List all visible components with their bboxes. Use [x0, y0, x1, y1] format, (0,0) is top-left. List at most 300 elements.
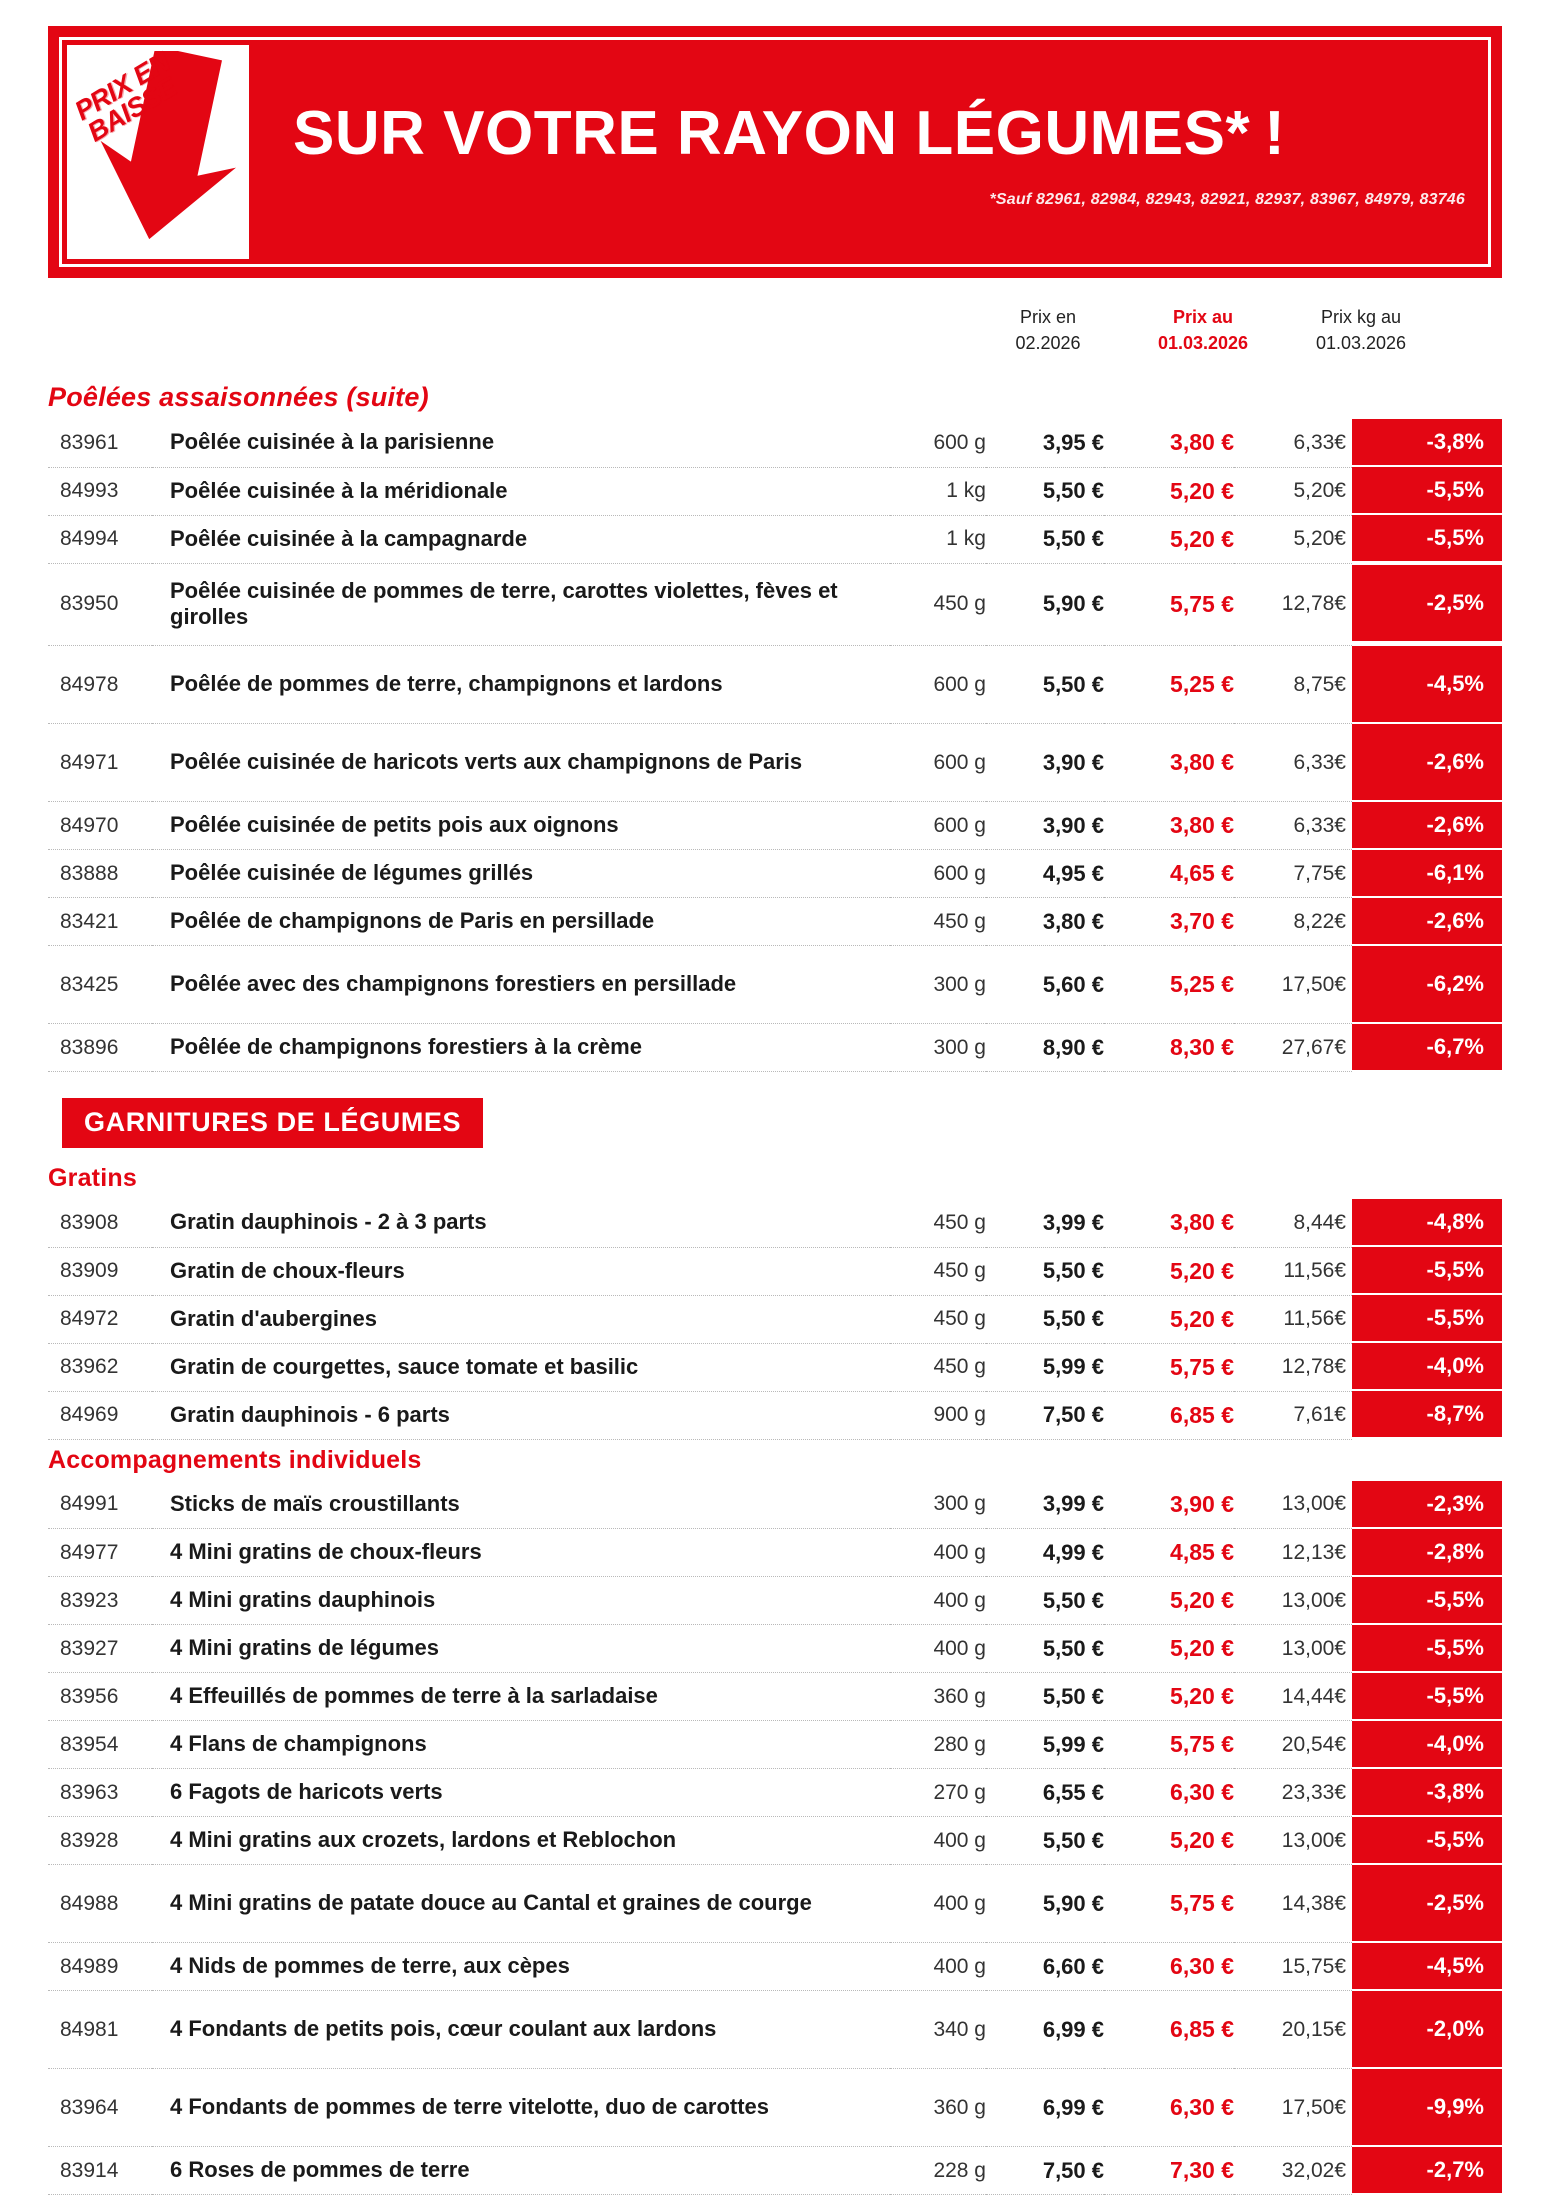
- discount-badge: -4,5%: [1352, 646, 1502, 724]
- table-row[interactable]: [48, 1199, 1502, 1247]
- product-weight-text: 900 g: [933, 1403, 986, 1427]
- new-price: [1104, 1943, 1234, 1991]
- old-price-text: 5,50 €: [1042, 1683, 1104, 1709]
- product-name-text: Poêlée cuisinée à la parisienne: [170, 429, 495, 455]
- price-per-kg: [1234, 1817, 1352, 1865]
- price-per-kg: [1234, 1391, 1352, 1439]
- old-price: [986, 1625, 1104, 1673]
- table-row[interactable]: [48, 646, 1502, 724]
- product-code: [48, 1199, 152, 1247]
- new-price: [1104, 1721, 1234, 1769]
- table-row[interactable]: [48, 419, 1502, 467]
- price-per-kg: [1234, 802, 1352, 850]
- old-price-text: 5,50 €: [1042, 1258, 1104, 1284]
- new-price-text: 5,20 €: [1170, 1257, 1234, 1284]
- product-name-text: Poêlée cuisinée à la campagnarde: [170, 525, 528, 551]
- price-per-kg-text: 27,67€: [1281, 1035, 1346, 1059]
- section-band-garnitures-de-legumes: GARNITURES DE LÉGUMES: [62, 1098, 483, 1148]
- product-name-text: Poêlée avec des champignons forestiers en persillade: [170, 971, 737, 997]
- col-new-l1: Prix au: [1172, 307, 1234, 327]
- product-name-text: 4 Effeuillés de pommes de terre à la sarladaise: [170, 1683, 658, 1709]
- product-weight: [890, 1673, 986, 1721]
- discount-cell: [1352, 515, 1502, 563]
- product-code: [48, 724, 152, 802]
- discount-cell: [1352, 1295, 1502, 1343]
- table-row[interactable]: [48, 1817, 1502, 1865]
- old-price-text: 4,95 €: [1042, 860, 1104, 886]
- table-row[interactable]: [48, 1481, 1502, 1529]
- discount-cell: [1352, 1343, 1502, 1391]
- product-name-text: 4 Mini gratins aux crozets, lardons et Reblochon: [170, 1827, 677, 1853]
- product-code-text: 84972: [60, 1307, 119, 1331]
- discount-badge: -2,7%: [1352, 2147, 1502, 2195]
- old-price: [986, 724, 1104, 802]
- product-name-text: Gratin dauphinois - 2 à 3 parts: [170, 1209, 487, 1235]
- product-code: [48, 2069, 152, 2147]
- product-code: [48, 1865, 152, 1943]
- product-name-text: Poêlée de champignons forestiers à la crème: [170, 1034, 642, 1060]
- price-per-kg-text: 17,50€: [1281, 2095, 1346, 2119]
- col-kg-l1: Prix kg au: [1320, 307, 1402, 327]
- discount-cell: [1352, 467, 1502, 515]
- product-name-text: Poêlée de champignons de Paris en persillade: [170, 908, 655, 934]
- product-code-text: 83950: [60, 592, 119, 616]
- product-name-text: 6 Roses de pommes de terre: [170, 2157, 470, 2183]
- price-per-kg: [1234, 1247, 1352, 1295]
- old-price-text: 4,99 €: [1042, 1539, 1104, 1565]
- product-weight-text: 450 g: [933, 909, 986, 933]
- section-title-poelees-assaisonnees-suite: Poêlées assaisonnées (suite): [48, 382, 429, 412]
- price-per-kg: [1234, 946, 1352, 1024]
- discount-cell: [1352, 1199, 1502, 1247]
- prix-en-baisse-logo: [67, 45, 249, 259]
- old-price: [986, 1199, 1104, 1247]
- new-price-text: 6,30 €: [1170, 1953, 1234, 1980]
- price-per-kg-text: 23,33€: [1281, 1780, 1346, 1804]
- price-per-kg: [1234, 1199, 1352, 1247]
- new-price-text: 5,75 €: [1170, 590, 1234, 617]
- column-headers: [48, 300, 1502, 376]
- price-per-kg-text: 7,61€: [1293, 1403, 1346, 1427]
- product-code-text: 83888: [60, 861, 119, 885]
- product-name: [152, 1625, 890, 1673]
- table-row[interactable]: [48, 1991, 1502, 2069]
- price-per-kg: [1234, 515, 1352, 563]
- old-price: [986, 1529, 1104, 1577]
- product-weight-text: 300 g: [933, 972, 986, 996]
- product-name-text: Gratin d'aubergines: [170, 1305, 377, 1331]
- new-price: [1104, 1625, 1234, 1673]
- product-code: [48, 563, 152, 646]
- new-price: [1104, 1577, 1234, 1625]
- table-row[interactable]: [48, 724, 1502, 802]
- old-price-text: 5,50 €: [1042, 1635, 1104, 1661]
- product-code: [48, 1817, 152, 1865]
- old-price-text: 5,50 €: [1042, 478, 1104, 503]
- new-price: [1104, 724, 1234, 802]
- product-code-text: 84991: [60, 1492, 119, 1516]
- product-name: [152, 802, 890, 850]
- discount-badge: -2,6%: [1352, 802, 1502, 850]
- new-price: [1104, 1529, 1234, 1577]
- old-price: [986, 1673, 1104, 1721]
- product-weight: [890, 1943, 986, 1991]
- product-code: [48, 850, 152, 898]
- product-weight: [890, 1577, 986, 1625]
- discount-badge: -2,0%: [1352, 1991, 1502, 2069]
- product-code: [48, 1024, 152, 1072]
- price-per-kg-text: 8,44€: [1293, 1210, 1346, 1234]
- new-price: [1104, 515, 1234, 563]
- price-per-kg: [1234, 1721, 1352, 1769]
- table-row[interactable]: [48, 515, 1502, 563]
- table-row[interactable]: [48, 2069, 1502, 2147]
- product-weight: [890, 802, 986, 850]
- product-code-text: 83896: [60, 1035, 119, 1059]
- table-row[interactable]: [48, 2147, 1502, 2195]
- price-table-poelees-assaisonnees-suite: [48, 419, 1502, 1072]
- table-row[interactable]: [48, 1391, 1502, 1439]
- new-price-text: 6,85 €: [1170, 1401, 1234, 1428]
- product-name: [152, 646, 890, 724]
- product-code-text: 83914: [60, 2158, 119, 2182]
- old-price-text: 5,90 €: [1042, 1890, 1104, 1916]
- table-row[interactable]: [48, 1577, 1502, 1625]
- product-name: [152, 1817, 890, 1865]
- table-row[interactable]: [48, 563, 1502, 646]
- old-price: [986, 646, 1104, 724]
- old-price-text: 5,60 €: [1042, 971, 1104, 997]
- product-code: [48, 419, 152, 467]
- column-header-old-price: [978, 304, 1118, 356]
- product-weight: [890, 1769, 986, 1817]
- product-code: [48, 2147, 152, 2195]
- header-footnote: *Sauf 82961, 82984, 82943, 82921, 82937, 83967, 84979, 83746: [989, 191, 1465, 208]
- new-price: [1104, 1343, 1234, 1391]
- price-per-kg-text: 32,02€: [1281, 2158, 1346, 2182]
- discount-badge: -6,1%: [1352, 850, 1502, 898]
- product-code: [48, 1481, 152, 1529]
- product-name: [152, 2147, 890, 2195]
- col-kg-l2: 01.03.2026: [1315, 333, 1407, 354]
- product-weight: [890, 1721, 986, 1769]
- discount-badge: -2,5%: [1352, 1865, 1502, 1943]
- price-per-kg-text: 8,22€: [1293, 909, 1346, 933]
- product-name-text: Poêlée cuisinée à la méridionale: [170, 477, 508, 503]
- product-name: [152, 1199, 890, 1247]
- price-per-kg-text: 13,00€: [1281, 1492, 1346, 1516]
- product-weight-text: 400 g: [933, 1588, 986, 1612]
- product-code: [48, 898, 152, 946]
- new-price-text: 5,20 €: [1170, 1827, 1234, 1854]
- price-per-kg-text: 12,78€: [1281, 592, 1346, 616]
- new-price-text: 5,25 €: [1170, 671, 1234, 698]
- price-per-kg: [1234, 1673, 1352, 1721]
- new-price: [1104, 1865, 1234, 1943]
- product-weight-text: 400 g: [933, 1891, 986, 1915]
- discount-cell: [1352, 1481, 1502, 1529]
- table-row[interactable]: [48, 850, 1502, 898]
- product-weight-text: 450 g: [933, 1307, 986, 1331]
- old-price-text: 3,90 €: [1042, 749, 1104, 775]
- new-price-text: 3,80 €: [1170, 812, 1234, 839]
- price-per-kg-text: 6,33€: [1293, 750, 1346, 774]
- price-per-kg-text: 11,56€: [1283, 1307, 1346, 1331]
- product-code: [48, 1529, 152, 1577]
- price-per-kg: [1234, 646, 1352, 724]
- price-per-kg-text: 14,44€: [1281, 1684, 1346, 1708]
- discount-badge: -5,5%: [1352, 1295, 1502, 1343]
- product-weight: [890, 2069, 986, 2147]
- product-weight: [890, 898, 986, 946]
- product-weight: [890, 724, 986, 802]
- table-row[interactable]: [48, 1625, 1502, 1673]
- product-weight-text: 360 g: [933, 2095, 986, 2119]
- discount-cell: [1352, 1529, 1502, 1577]
- new-price-text: 3,80 €: [1170, 749, 1234, 776]
- col-old-l1: Prix en: [1019, 307, 1077, 327]
- new-price-text: 5,25 €: [1170, 971, 1234, 998]
- old-price-text: 5,90 €: [1042, 591, 1104, 617]
- product-weight: [890, 1343, 986, 1391]
- discount-cell: [1352, 419, 1502, 467]
- discount-badge: -8,7%: [1352, 1391, 1502, 1439]
- discount-cell: [1352, 724, 1502, 802]
- product-name: [152, 1943, 890, 1991]
- product-weight-text: 450 g: [933, 1210, 986, 1234]
- product-weight: [890, 1295, 986, 1343]
- product-weight-text: 450 g: [933, 592, 986, 616]
- discount-cell: [1352, 1625, 1502, 1673]
- product-name: [152, 1295, 890, 1343]
- col-old-l2: 02.2026: [1015, 333, 1081, 354]
- price-per-kg: [1234, 1295, 1352, 1343]
- product-code: [48, 1625, 152, 1673]
- price-per-kg: [1234, 1024, 1352, 1072]
- table-row[interactable]: [48, 1943, 1502, 1991]
- product-code-text: 83954: [60, 1732, 119, 1756]
- discount-badge: -6,2%: [1352, 946, 1502, 1024]
- new-price: [1104, 1817, 1234, 1865]
- table-row[interactable]: [48, 946, 1502, 1024]
- product-name: [152, 2069, 890, 2147]
- new-price-text: 3,70 €: [1170, 908, 1234, 935]
- price-per-kg: [1234, 563, 1352, 646]
- product-weight: [890, 1199, 986, 1247]
- product-code-text: 83928: [60, 1828, 119, 1852]
- new-price: [1104, 467, 1234, 515]
- product-code-text: 84988: [60, 1891, 119, 1915]
- product-weight: [890, 646, 986, 724]
- new-price: [1104, 563, 1234, 646]
- table-row[interactable]: [48, 1721, 1502, 1769]
- product-name: [152, 467, 890, 515]
- product-weight: [890, 1991, 986, 2069]
- banner-title-wrap: [249, 31, 1497, 273]
- old-price: [986, 1577, 1104, 1625]
- table-row[interactable]: [48, 1529, 1502, 1577]
- price-per-kg-text: 13,00€: [1281, 1588, 1346, 1612]
- old-price-text: 6,60 €: [1042, 1953, 1104, 1979]
- old-price-text: 6,99 €: [1042, 2094, 1104, 2120]
- product-code-text: 84989: [60, 1954, 119, 1978]
- table-row[interactable]: [48, 1295, 1502, 1343]
- table-row[interactable]: [48, 1673, 1502, 1721]
- discount-cell: [1352, 1721, 1502, 1769]
- product-code: [48, 467, 152, 515]
- price-per-kg-text: 6,33€: [1293, 430, 1346, 454]
- price-per-kg: [1234, 1343, 1352, 1391]
- product-name-text: 4 Flans de champignons: [170, 1731, 427, 1757]
- new-price-text: 4,65 €: [1170, 860, 1234, 887]
- product-weight-text: 600 g: [933, 430, 986, 454]
- product-code-text: 84981: [60, 2017, 119, 2041]
- product-code: [48, 515, 152, 563]
- old-price: [986, 946, 1104, 1024]
- product-code-text: 83963: [60, 1780, 119, 1804]
- product-weight-text: 450 g: [933, 1355, 986, 1379]
- column-header-kg-price: [1276, 304, 1446, 356]
- new-price: [1104, 946, 1234, 1024]
- product-code: [48, 1991, 152, 2069]
- column-header-new-price: [1123, 304, 1283, 356]
- product-weight-text: 400 g: [933, 1636, 986, 1660]
- new-price-text: 5,20 €: [1170, 1635, 1234, 1662]
- discount-badge: -4,5%: [1352, 1943, 1502, 1991]
- product-name: [152, 850, 890, 898]
- product-code-text: 83421: [60, 909, 119, 933]
- product-weight: [890, 515, 986, 563]
- product-weight-text: 360 g: [933, 1684, 986, 1708]
- discount-badge: -5,5%: [1352, 515, 1502, 563]
- price-per-kg: [1234, 2069, 1352, 2147]
- new-price: [1104, 2069, 1234, 2147]
- table-row[interactable]: [48, 898, 1502, 946]
- product-code-text: 84994: [60, 527, 119, 550]
- product-code-text: 83908: [60, 1210, 119, 1234]
- discount-cell: [1352, 1865, 1502, 1943]
- discount-cell: [1352, 1769, 1502, 1817]
- product-name-text: Poêlée cuisinée de petits pois aux oignons: [170, 812, 619, 838]
- price-per-kg: [1234, 1865, 1352, 1943]
- old-price: [986, 1247, 1104, 1295]
- discount-badge: -2,3%: [1352, 1481, 1502, 1529]
- product-name-text: Poêlée cuisinée de légumes grillés: [170, 860, 534, 886]
- old-price-text: 6,99 €: [1042, 2016, 1104, 2042]
- discount-badge: -5,5%: [1352, 1577, 1502, 1625]
- discount-cell: [1352, 850, 1502, 898]
- price-per-kg-text: 5,20€: [1293, 479, 1346, 502]
- product-code-text: 84969: [60, 1403, 119, 1427]
- product-weight-text: 300 g: [933, 1492, 986, 1516]
- product-code: [48, 1721, 152, 1769]
- price-per-kg-text: 5,20€: [1293, 527, 1346, 550]
- new-price-text: 5,75 €: [1170, 1890, 1234, 1917]
- discount-badge: -5,5%: [1352, 467, 1502, 515]
- new-price-text: 5,20 €: [1170, 477, 1234, 504]
- discount-badge: -6,7%: [1352, 1024, 1502, 1072]
- product-code-text: 83956: [60, 1684, 119, 1708]
- product-code: [48, 1577, 152, 1625]
- product-weight-text: 270 g: [933, 1780, 986, 1804]
- table-row[interactable]: [48, 467, 1502, 515]
- discount-badge: -5,5%: [1352, 1247, 1502, 1295]
- product-code: [48, 1391, 152, 1439]
- price-per-kg-text: 17,50€: [1281, 972, 1346, 996]
- product-name: [152, 1024, 890, 1072]
- product-weight-text: 400 g: [933, 1540, 986, 1564]
- product-name: [152, 1673, 890, 1721]
- old-price: [986, 1024, 1104, 1072]
- new-price: [1104, 1024, 1234, 1072]
- old-price: [986, 1817, 1104, 1865]
- product-name: [152, 1343, 890, 1391]
- price-per-kg-text: 12,13€: [1281, 1540, 1346, 1564]
- new-price: [1104, 850, 1234, 898]
- product-weight: [890, 1481, 986, 1529]
- price-per-kg: [1234, 1943, 1352, 1991]
- table-row[interactable]: [48, 1343, 1502, 1391]
- product-code: [48, 946, 152, 1024]
- product-name-text: Poêlée de pommes de terre, champignons et lardons: [170, 671, 723, 697]
- discount-cell: [1352, 2069, 1502, 2147]
- discount-badge: -4,8%: [1352, 1199, 1502, 1247]
- new-price: [1104, 898, 1234, 946]
- product-weight-text: 400 g: [933, 1954, 986, 1978]
- old-price: [986, 419, 1104, 467]
- table-row[interactable]: [48, 802, 1502, 850]
- product-code-text: 83962: [60, 1355, 119, 1379]
- product-name-text: 4 Mini gratins de choux-fleurs: [170, 1539, 482, 1565]
- product-weight-text: 400 g: [933, 1828, 986, 1852]
- old-price-text: 5,50 €: [1042, 1306, 1104, 1332]
- price-per-kg-text: 6,33€: [1293, 813, 1346, 837]
- product-code: [48, 1943, 152, 1991]
- old-price: [986, 1721, 1104, 1769]
- product-name: [152, 1865, 890, 1943]
- old-price: [986, 802, 1104, 850]
- old-price: [986, 1391, 1104, 1439]
- new-price-text: 5,75 €: [1170, 1353, 1234, 1380]
- product-weight-text: 600 g: [933, 861, 986, 885]
- new-price-text: 8,30 €: [1170, 1034, 1234, 1061]
- old-price: [986, 1343, 1104, 1391]
- price-per-kg: [1234, 1529, 1352, 1577]
- product-weight: [890, 850, 986, 898]
- price-per-kg-text: 8,75€: [1293, 672, 1346, 696]
- price-table-accompagnements-individuels: [48, 1481, 1502, 2195]
- product-code-text: 83909: [60, 1259, 119, 1283]
- price-per-kg-text: 15,75€: [1281, 1954, 1346, 1978]
- table-row[interactable]: [48, 1865, 1502, 1943]
- discount-badge: -5,5%: [1352, 1625, 1502, 1673]
- product-code-text: 84978: [60, 672, 119, 696]
- old-price: [986, 2147, 1104, 2195]
- product-name: [152, 419, 890, 467]
- table-row[interactable]: [48, 1024, 1502, 1072]
- table-row[interactable]: [48, 1247, 1502, 1295]
- discount-cell: [1352, 1024, 1502, 1072]
- product-code-text: 84993: [60, 479, 119, 502]
- discount-badge: -4,0%: [1352, 1343, 1502, 1391]
- discount-cell: [1352, 946, 1502, 1024]
- product-code-text: 83961: [60, 430, 119, 454]
- product-weight-text: 340 g: [933, 2017, 986, 2041]
- table-row[interactable]: [48, 1769, 1502, 1817]
- price-table-gratins: [48, 1199, 1502, 1440]
- new-price-text: 7,30 €: [1170, 2157, 1234, 2184]
- page-title: [293, 99, 1473, 168]
